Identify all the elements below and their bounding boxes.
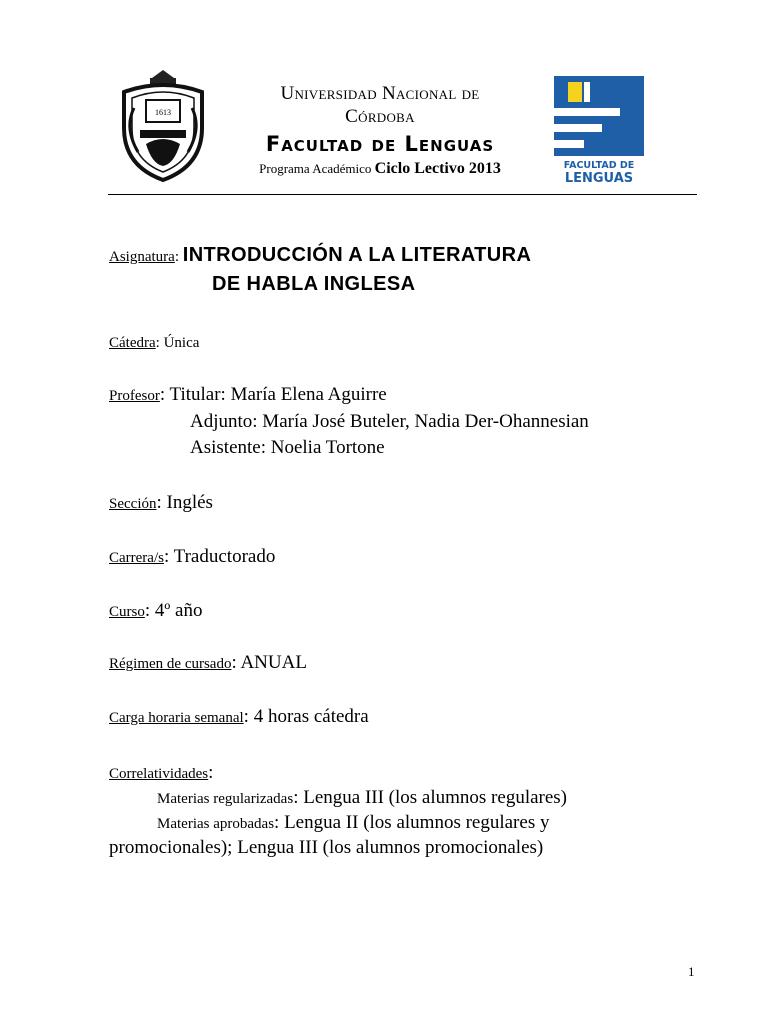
svg-text:FACULTAD DE: FACULTAD DE	[563, 160, 635, 171]
seccion-value: Inglés	[166, 492, 213, 513]
regularizadas-value: Lengua III (los alumnos regulares)	[303, 787, 568, 808]
regimen-label: Régimen de cursado	[109, 656, 232, 672]
curso-value: 4º año	[154, 600, 203, 621]
profesor-asistente: Asistente: Noelia Tortone	[190, 437, 385, 458]
regimen-value: ANUAL	[240, 652, 307, 673]
carrera-value: Traductorado	[173, 546, 276, 567]
aprobadas-value-cont: promocionales); Lengua III (los alumnos promocionales)	[109, 837, 544, 858]
catedra-field: Cátedra: Única	[109, 335, 200, 351]
asignatura-value: INTRODUCCIÓN A LA LITERATURA	[182, 244, 532, 266]
regularizadas-line: Materias regularizadas: Lengua III (los alumnos regulares)	[157, 787, 568, 808]
seccion-label: Sección	[109, 496, 157, 512]
catedra-value: Única	[163, 335, 200, 351]
profesor-titular: Titular: María Elena Aguirre	[169, 384, 387, 405]
aprobadas-line: Materias aprobadas: Lengua II (los alumnos regulares y	[157, 812, 550, 833]
page-number: 1	[688, 964, 695, 979]
profesor-label: Profesor	[109, 388, 160, 404]
aprobadas-value: Lengua II (los alumnos regulares y	[284, 812, 550, 833]
regimen-field: Régimen de cursado: ANUAL	[109, 652, 307, 673]
seccion-field: Sección: Inglés	[109, 492, 213, 513]
curso-label: Curso	[109, 604, 145, 620]
university-name: Universidad Nacional de Córdoba	[280, 83, 480, 127]
svg-text:1613: 1613	[155, 108, 171, 117]
carga-label: Carga horaria semanal	[109, 710, 244, 726]
curso-field: Curso: 4º año	[109, 600, 203, 621]
asignatura-label: Asignatura	[109, 249, 175, 265]
carga-value: 4 horas cátedra	[253, 706, 369, 727]
program-line: Programa Académico Ciclo Lectivo 2013	[259, 160, 501, 177]
aprobadas-label: Materias aprobadas	[157, 816, 275, 832]
profesor-field: Profesor: Titular: María Elena Aguirre	[109, 384, 387, 405]
correlatividades-label: Correlatividades	[109, 766, 209, 782]
asignatura-field: Asignatura: INTRODUCCIÓN A LA LITERATURA	[109, 244, 532, 266]
header-divider	[108, 194, 697, 195]
svg-text:LENGUAS: LENGUAS	[564, 171, 634, 184]
carga-field: Carga horaria semanal: 4 horas cátedra	[109, 706, 369, 727]
header-block	[220, 82, 540, 178]
carrera-label: Carrera/s	[109, 550, 164, 566]
catedra-label: Cátedra	[109, 335, 156, 351]
asignatura-value-line2: DE HABLA INGLESA	[212, 273, 416, 295]
university-seal-icon	[114, 68, 212, 186]
correlatividades-field: Correlatividades:	[109, 762, 214, 783]
faculty-logo-icon	[554, 76, 644, 184]
carrera-field: Carrera/s: Traductorado	[109, 546, 276, 567]
faculty-name: Facultad de Lenguas	[265, 132, 495, 156]
regularizadas-label: Materias regularizadas	[157, 791, 294, 807]
profesor-adjunto: Adjunto: María José Buteler, Nadia Der-Ohannesian	[190, 411, 589, 432]
